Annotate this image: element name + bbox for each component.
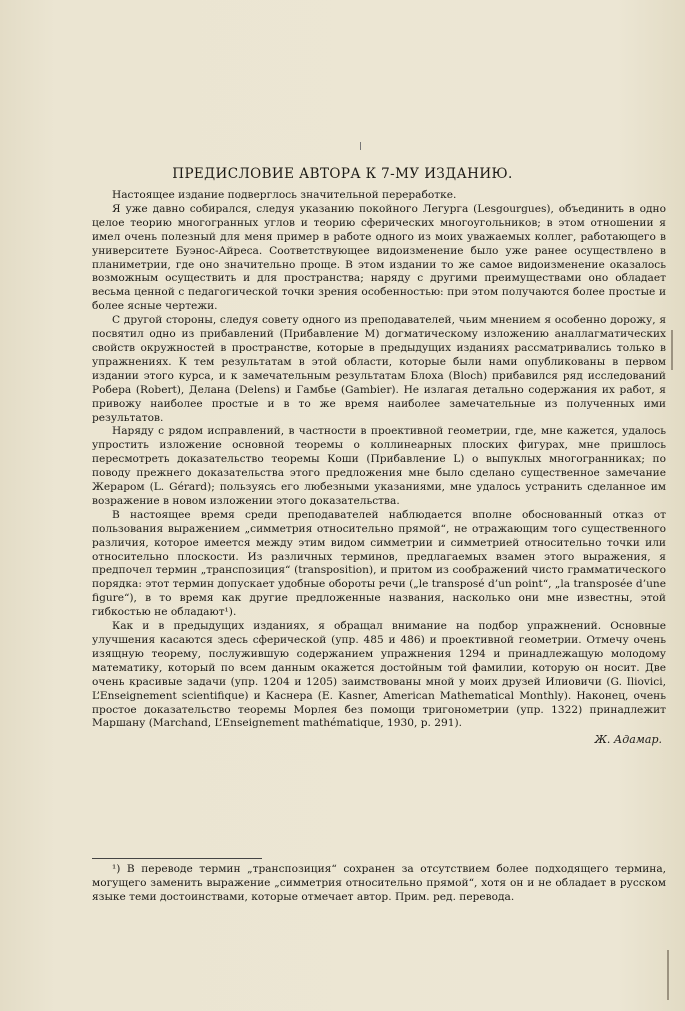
page-mark [360, 142, 361, 150]
paragraph-2: Я уже давно собирался, следуя указанию покойного Легурга (Lesgourgues), объединить в одно целое теорию многогранных углов и теорию сферических многоугольников; в этом отношении я имел очень полезный для меня пример в работе одного из моих уважаемых коллег, работающего в университете Буэнос-Айреса. Соответствующее видоизменение было уже ранее осуществлено в планиметрии, где оно значительно проще. В этом издании то же самое видоизменение оказалось возможным осуществить и для пространства; наряду с другими преимуществами оно обладает весьма ценной с педагогической точки зрения особенностью: при этом получаются более простые и более ясные чертежи. [92, 202, 666, 313]
page-edge-shadow [667, 950, 669, 1000]
author-signature: Ж. Адамар. [594, 733, 662, 747]
footnote [92, 862, 666, 904]
page-edge-shadow [671, 330, 673, 370]
paragraph-3: С другой стороны, следуя совету одного из преподавателей, чьим мнением я особенно дорожу, я посвятил одно из прибавлений (Прибавление M) догматическому изложению аналлагматических свойств окружностей в пространстве, которые в предыдущих изданиях рассматривались только в упражнениях. К тем результатам в этой области, которые были нами опубликованы в первом издании этого курса, и к замечательным результатам Блоха (Bloch) прибавился ряд исследований Робера (Robert), Делана (Delens) и Гамбье (Gambier). Не излагая детально содержания их работ, я привожу наиболее простые и в то же время наиболее замечательные из полученных ими результатов. [92, 314, 666, 424]
paragraph-5: В настоящее время среди преподавателей наблюдается вполне обоснованный отказ от пользования выражением „симметрия относительно прямой“, не отражающим того существенного различия, которое имеется между этим видом симметрии и симметрией относительно точки или относительно плоскости. Из различных терминов, предлагаемых взамен этого выражения, я предпочел термин „транспозиция“ (transposition), и притом из соображений чисто грамматического порядка: этот термин допускает удобные обороты речи („le transposé d’un point“, „la transposée d’une figure“), в то время как другие предложенные названия, насколько они мне известны, этой гибкостью не обладают¹). [92, 508, 666, 619]
footnote-text: ¹) В переводе термин „транспозиция“ сохранен за отсутствием более подходящего термина, могущего заменить выражение „симметрия относительно прямой“, хотя он и не обладает в русском языке теми достоинствами, которые отмечает автор. Прим. ред. перевода. [92, 863, 666, 903]
footnote-divider [92, 858, 262, 859]
paragraph-1: Настоящее издание подверглось значительной переработке. [112, 189, 457, 201]
preface-body [92, 189, 666, 747]
paragraph-4: Наряду с рядом исправлений, в частности в проективной геометрии, где, мне кажется, удалось упростить изложение основной теоремы о коллинеарных плоских фигурах, мне пришлось пересмотреть доказательство теоремы Коши (Прибавление L) о выпуклых многогранниках; по поводу прежнего доказательства этого предложения мне было сделано существенное замечание Жераром (L. Gérard); пользуясь его любезными указаниями, мне удалось устранить сделанное им возражение в новом изложении этого доказательства. [92, 425, 666, 507]
page-title: ПРЕДИСЛОВИЕ АВТОРА К 7-МУ ИЗДАНИЮ. [172, 166, 513, 182]
paragraph-6: Как и в предыдущих изданиях, я обращал внимание на подбор упражнений. Основные улучшения касаются здесь сферической (упр. 485 и 486) и проективной геометрии. Отмечу очень изящную теорему, послужившую содержанием упражнения 1294 и принадлежащую молодому математику, который по всем данным окажется достойным той фамилии, которую он носит. Две очень красивые задачи (упр. 1204 и 1205) заимствованы мной у моих друзей Илиовичи (G. Iliovici, L’Enseignement scientifique) и Каснера (E. Kasner, American Mathematical Monthly). Наконец, очень простое доказательство теоремы Морлея без помощи тригонометрии (упр. 1322) принадлежит Маршану (Marchand, L’Enseignement mathématique, 1930, p. 291). [92, 620, 666, 730]
